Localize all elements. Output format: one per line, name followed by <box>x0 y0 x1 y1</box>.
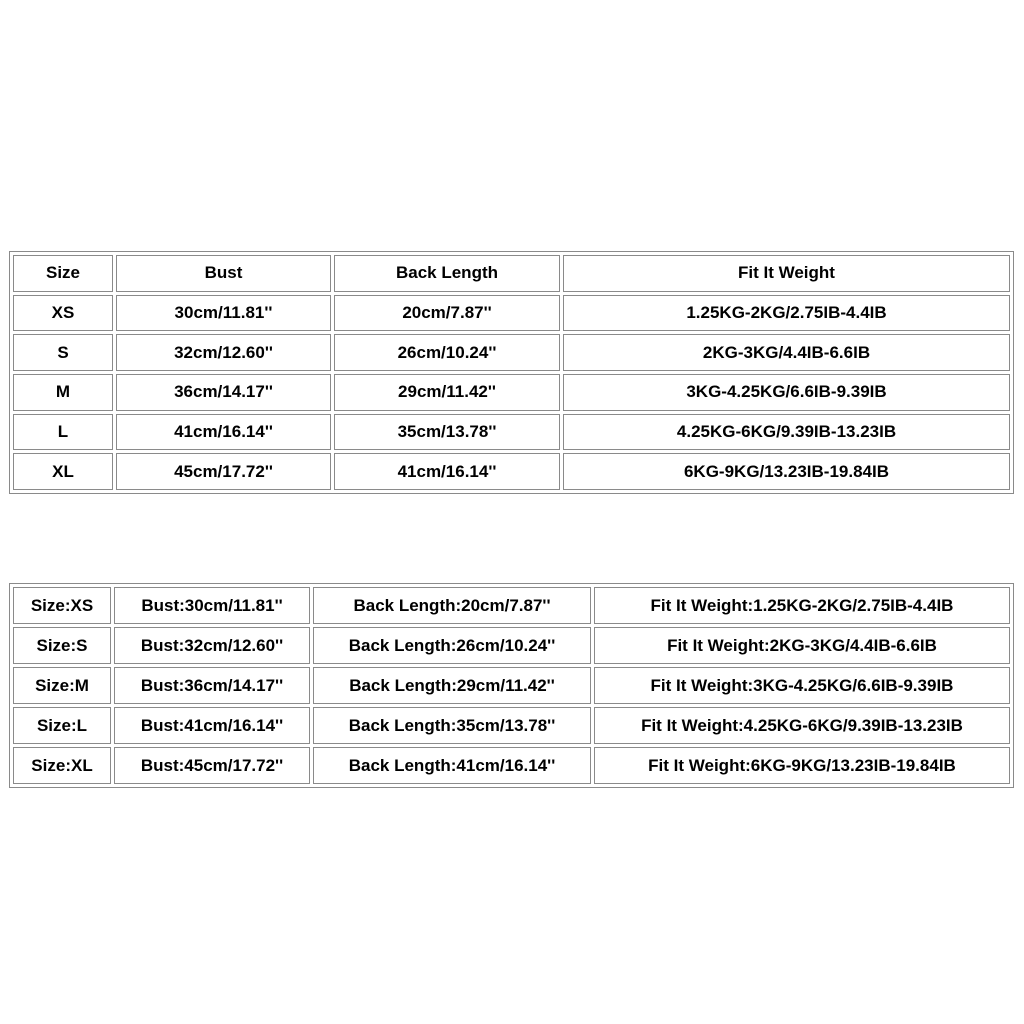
cell-fit-weight: Fit It Weight:3KG-4.25KG/6.6IB-9.39IB <box>594 667 1010 704</box>
cell-bust: 45cm/17.72'' <box>116 453 331 490</box>
cell-size: Size:XS <box>13 587 111 624</box>
cell-fit-weight: 1.25KG-2KG/2.75IB-4.4IB <box>563 295 1010 332</box>
cell-fit-weight: Fit It Weight:6KG-9KG/13.23IB-19.84IB <box>594 747 1010 784</box>
cell-size: S <box>13 334 113 371</box>
table-row <box>13 667 1010 704</box>
cell-back-length: Back Length:41cm/16.14'' <box>313 747 591 784</box>
cell-fit-weight: Fit It Weight:2KG-3KG/4.4IB-6.6IB <box>594 627 1010 664</box>
cell-back-length: Back Length:29cm/11.42'' <box>313 667 591 704</box>
cell-back-length: 26cm/10.24'' <box>334 334 560 371</box>
table-row <box>13 295 1010 332</box>
header-back-length: Back Length <box>334 255 560 292</box>
cell-bust: 41cm/16.14'' <box>116 414 331 451</box>
cell-fit-weight: 4.25KG-6KG/9.39IB-13.23IB <box>563 414 1010 451</box>
cell-fit-weight: Fit It Weight:4.25KG-6KG/9.39IB-13.23IB <box>594 707 1010 744</box>
cell-fit-weight: 2KG-3KG/4.4IB-6.6IB <box>563 334 1010 371</box>
table-row <box>13 334 1010 371</box>
cell-fit-weight: Fit It Weight:1.25KG-2KG/2.75IB-4.4IB <box>594 587 1010 624</box>
cell-back-length: 20cm/7.87'' <box>334 295 560 332</box>
cell-size: XS <box>13 295 113 332</box>
cell-size: M <box>13 374 113 411</box>
cell-back-length: Back Length:35cm/13.78'' <box>313 707 591 744</box>
cell-bust: Bust:41cm/16.14'' <box>114 707 310 744</box>
cell-size: Size:L <box>13 707 111 744</box>
cell-bust: 32cm/12.60'' <box>116 334 331 371</box>
cell-back-length: 41cm/16.14'' <box>334 453 560 490</box>
table-header-row <box>13 255 1010 292</box>
cell-bust: 36cm/14.17'' <box>116 374 331 411</box>
cell-back-length: 29cm/11.42'' <box>334 374 560 411</box>
cell-size: Size:S <box>13 627 111 664</box>
cell-size: XL <box>13 453 113 490</box>
table-row <box>13 707 1010 744</box>
cell-fit-weight: 3KG-4.25KG/6.6IB-9.39IB <box>563 374 1010 411</box>
header-bust: Bust <box>116 255 331 292</box>
cell-back-length: Back Length:20cm/7.87'' <box>313 587 591 624</box>
table-row <box>13 747 1010 784</box>
cell-size: Size:XL <box>13 747 111 784</box>
header-size: Size <box>13 255 113 292</box>
cell-bust: Bust:32cm/12.60'' <box>114 627 310 664</box>
cell-bust: 30cm/11.81'' <box>116 295 331 332</box>
size-chart-labeled-table <box>9 583 1014 788</box>
table-row <box>13 627 1010 664</box>
cell-bust: Bust:30cm/11.81'' <box>114 587 310 624</box>
cell-bust: Bust:36cm/14.17'' <box>114 667 310 704</box>
cell-bust: Bust:45cm/17.72'' <box>114 747 310 784</box>
cell-size: Size:M <box>13 667 111 704</box>
cell-fit-weight: 6KG-9KG/13.23IB-19.84IB <box>563 453 1010 490</box>
cell-back-length: Back Length:26cm/10.24'' <box>313 627 591 664</box>
header-fit-weight: Fit It Weight <box>563 255 1010 292</box>
size-chart-table <box>9 251 1014 494</box>
table-row <box>13 453 1010 490</box>
cell-size: L <box>13 414 113 451</box>
cell-back-length: 35cm/13.78'' <box>334 414 560 451</box>
table-row <box>13 414 1010 451</box>
table-row <box>13 587 1010 624</box>
table-row <box>13 374 1010 411</box>
